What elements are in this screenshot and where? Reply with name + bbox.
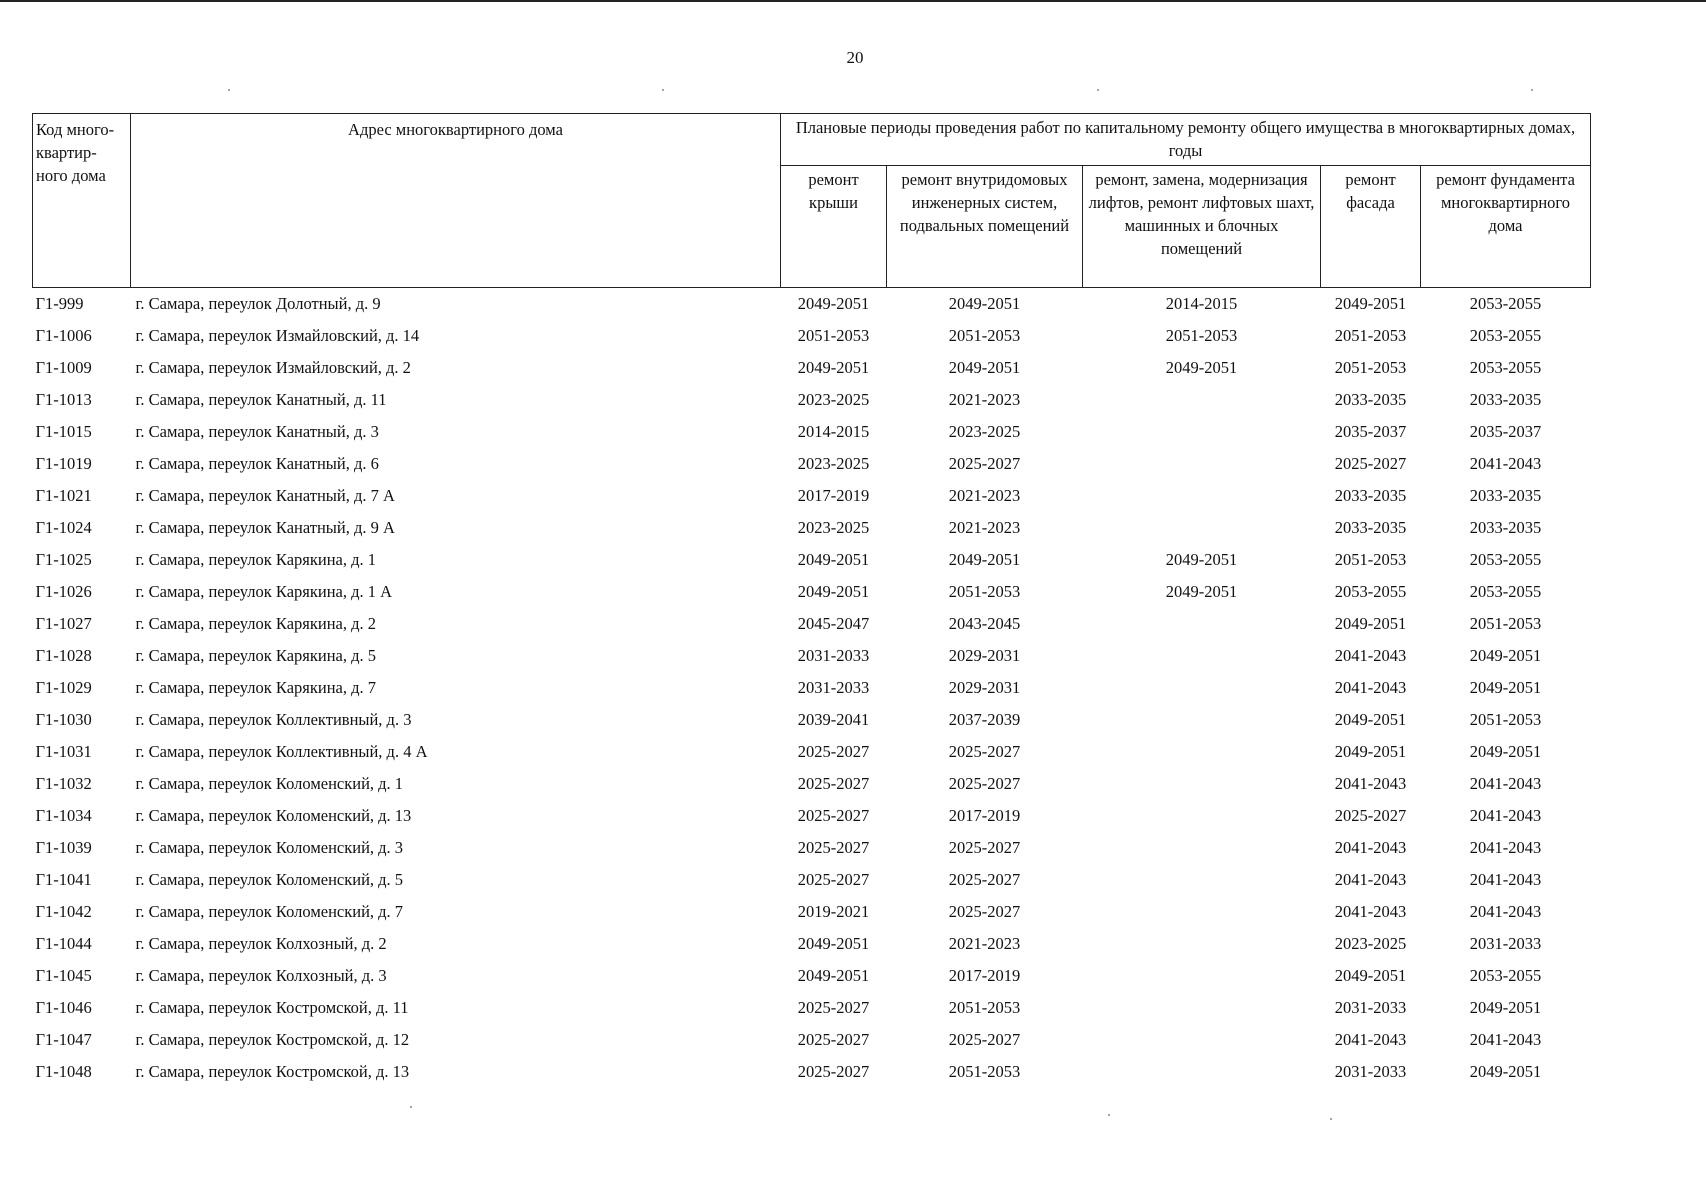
capital-repair-table <box>32 113 1591 1088</box>
building-address: г. Самара, переулок Канатный, д. 7 А <box>135 486 395 505</box>
elevators-period <box>1083 768 1321 800</box>
table-row <box>33 416 1591 448</box>
roof-period: 2017-2019 <box>797 486 870 505</box>
elevators-period <box>1083 1056 1321 1088</box>
roof-period: 2025-2027 <box>797 1062 870 1081</box>
building-code: Г1-1019 <box>35 454 92 473</box>
elevators-period: 2049-2051 <box>1165 358 1238 377</box>
foundation-period: 2041-2043 <box>1469 454 1542 473</box>
elevators-period <box>1083 512 1321 544</box>
facade-period: 2041-2043 <box>1334 646 1407 665</box>
building-code: Г1-1024 <box>35 518 92 537</box>
building-address: г. Самара, переулок Карякина, д. 2 <box>135 614 377 633</box>
elevators-period: 2049-2051 <box>1165 550 1238 569</box>
systems-period: 2037-2039 <box>948 710 1021 729</box>
roof-period: 2025-2027 <box>797 742 870 761</box>
scan-speck <box>1097 89 1099 91</box>
building-address: г. Самара, переулок Коллективный, д. 4 А <box>135 742 428 761</box>
systems-period: 2051-2053 <box>948 326 1021 345</box>
building-address: г. Самара, переулок Измайловский, д. 14 <box>135 326 420 345</box>
table-body <box>33 288 1591 1089</box>
table-row <box>33 288 1591 321</box>
building-code: Г1-1009 <box>35 358 92 377</box>
roof-period: 2049-2051 <box>797 550 870 569</box>
table-row <box>33 928 1591 960</box>
foundation-period: 2049-2051 <box>1469 1062 1542 1081</box>
foundation-period: 2041-2043 <box>1469 870 1542 889</box>
facade-period: 2049-2051 <box>1334 294 1407 313</box>
building-address: г. Самара, переулок Коломенский, д. 3 <box>135 838 404 857</box>
building-code: Г1-1021 <box>35 486 92 505</box>
elevators-period <box>1083 448 1321 480</box>
foundation-period: 2053-2055 <box>1469 294 1542 313</box>
building-address: г. Самара, переулок Коломенский, д. 1 <box>135 774 404 793</box>
foundation-period: 2033-2035 <box>1469 486 1542 505</box>
foundation-period: 2033-2035 <box>1469 390 1542 409</box>
foundation-period: 2041-2043 <box>1469 1030 1542 1049</box>
building-address: г. Самара, переулок Колхозный, д. 3 <box>135 966 387 985</box>
facade-period: 2041-2043 <box>1334 1030 1407 1049</box>
building-code: Г1-1042 <box>35 902 92 921</box>
building-code: Г1-999 <box>35 294 84 313</box>
foundation-period: 2033-2035 <box>1469 518 1542 537</box>
table-row <box>33 640 1591 672</box>
foundation-period: 2049-2051 <box>1469 678 1542 697</box>
systems-period: 2025-2027 <box>948 454 1021 473</box>
roof-period: 2019-2021 <box>797 902 870 921</box>
scan-speck <box>410 1106 412 1108</box>
foundation-period: 2053-2055 <box>1469 550 1542 569</box>
roof-period: 2025-2027 <box>797 806 870 825</box>
roof-period: 2025-2027 <box>797 838 870 857</box>
top-border-line <box>0 0 1706 2</box>
systems-period: 2021-2023 <box>948 486 1021 505</box>
foundation-period: 2053-2055 <box>1469 966 1542 985</box>
elevators-period <box>1083 736 1321 768</box>
systems-period: 2049-2051 <box>948 358 1021 377</box>
foundation-period: 2041-2043 <box>1469 774 1542 793</box>
facade-period: 2025-2027 <box>1334 454 1407 473</box>
systems-period: 2051-2053 <box>948 1062 1021 1081</box>
building-address: г. Самара, переулок Карякина, д. 7 <box>135 678 377 697</box>
facade-period: 2049-2051 <box>1334 742 1407 761</box>
building-code: Г1-1031 <box>35 742 92 761</box>
roof-period: 2049-2051 <box>797 358 870 377</box>
building-code: Г1-1030 <box>35 710 92 729</box>
foundation-period: 2049-2051 <box>1469 646 1542 665</box>
building-address: г. Самара, переулок Карякина, д. 5 <box>135 646 377 665</box>
facade-period: 2033-2035 <box>1334 390 1407 409</box>
systems-period: 2017-2019 <box>948 966 1021 985</box>
facade-period: 2033-2035 <box>1334 486 1407 505</box>
building-code: Г1-1034 <box>35 806 92 825</box>
systems-period: 2029-2031 <box>948 646 1021 665</box>
roof-period: 2045-2047 <box>797 614 870 633</box>
systems-period: 2029-2031 <box>948 678 1021 697</box>
building-address: г. Самара, переулок Костромской, д. 12 <box>135 1030 410 1049</box>
scan-speck <box>662 89 664 91</box>
roof-period: 2049-2051 <box>797 294 870 313</box>
roof-period: 2049-2051 <box>797 582 870 601</box>
elevators-period <box>1083 704 1321 736</box>
roof-period: 2025-2027 <box>797 998 870 1017</box>
elevators-period <box>1083 384 1321 416</box>
building-address: г. Самара, переулок Канатный, д. 3 <box>135 422 379 441</box>
systems-period: 2021-2023 <box>948 518 1021 537</box>
facade-period: 2049-2051 <box>1334 966 1407 985</box>
header-elevators: ремонт, замена, модернизация лифтов, ремонт лифтовых шахт, машинных и блочных помещений <box>1083 166 1321 288</box>
scan-speck <box>228 89 230 91</box>
roof-period: 2025-2027 <box>797 870 870 889</box>
elevators-period <box>1083 416 1321 448</box>
elevators-period <box>1083 608 1321 640</box>
facade-period: 2033-2035 <box>1334 518 1407 537</box>
systems-period: 2025-2027 <box>948 902 1021 921</box>
roof-period: 2023-2025 <box>797 390 870 409</box>
roof-period: 2049-2051 <box>797 934 870 953</box>
header-address: Адрес многоквартирного дома <box>131 114 781 288</box>
systems-period: 2043-2045 <box>948 614 1021 633</box>
roof-period: 2051-2053 <box>797 326 870 345</box>
building-address: г. Самара, переулок Костромской, д. 13 <box>135 1062 410 1081</box>
header-building-code: Код много- квартир- ного дома <box>33 114 131 288</box>
roof-period: 2049-2051 <box>797 966 870 985</box>
elevators-period: 2014-2015 <box>1165 294 1238 313</box>
foundation-period: 2031-2033 <box>1469 934 1542 953</box>
foundation-period: 2049-2051 <box>1469 998 1542 1017</box>
header-facade-repair: ремонт фасада <box>1321 166 1421 288</box>
header-roof-repair: ремонт крыши <box>781 166 887 288</box>
building-code: Г1-1041 <box>35 870 92 889</box>
elevators-period <box>1083 672 1321 704</box>
table-row <box>33 384 1591 416</box>
facade-period: 2041-2043 <box>1334 902 1407 921</box>
foundation-period: 2041-2043 <box>1469 902 1542 921</box>
foundation-period: 2041-2043 <box>1469 838 1542 857</box>
facade-period: 2051-2053 <box>1334 358 1407 377</box>
building-address: г. Самара, переулок Долотный, д. 9 <box>135 294 381 313</box>
elevators-period <box>1083 640 1321 672</box>
elevators-period <box>1083 800 1321 832</box>
roof-period: 2025-2027 <box>797 1030 870 1049</box>
elevators-period <box>1083 896 1321 928</box>
elevators-period <box>1083 960 1321 992</box>
facade-period: 2041-2043 <box>1334 870 1407 889</box>
building-code: Г1-1039 <box>35 838 92 857</box>
systems-period: 2017-2019 <box>948 806 1021 825</box>
systems-period: 2025-2027 <box>948 838 1021 857</box>
elevators-period <box>1083 864 1321 896</box>
elevators-period <box>1083 992 1321 1024</box>
building-address: г. Самара, переулок Коломенский, д. 7 <box>135 902 404 921</box>
systems-period: 2049-2051 <box>948 294 1021 313</box>
table-row <box>33 736 1591 768</box>
building-code: Г1-1048 <box>35 1062 92 1081</box>
table-row <box>33 992 1591 1024</box>
facade-period: 2025-2027 <box>1334 806 1407 825</box>
building-address: г. Самара, переулок Коломенский, д. 5 <box>135 870 404 889</box>
facade-period: 2049-2051 <box>1334 614 1407 633</box>
systems-period: 2025-2027 <box>948 742 1021 761</box>
building-code: Г1-1029 <box>35 678 92 697</box>
roof-period: 2023-2025 <box>797 454 870 473</box>
table-row <box>33 704 1591 736</box>
table-header <box>33 114 1591 288</box>
systems-period: 2049-2051 <box>948 550 1021 569</box>
scan-speck <box>1531 89 1533 91</box>
foundation-period: 2053-2055 <box>1469 582 1542 601</box>
roof-period: 2014-2015 <box>797 422 870 441</box>
foundation-period: 2051-2053 <box>1469 710 1542 729</box>
header-planned-periods: Плановые периоды проведения работ по капитальному ремонту общего имущества в многоквартирных домах, годы <box>781 114 1591 166</box>
foundation-period: 2051-2053 <box>1469 614 1542 633</box>
building-address: г. Самара, переулок Измайловский, д. 2 <box>135 358 411 377</box>
table-row <box>33 608 1591 640</box>
table-row <box>33 672 1591 704</box>
table-row <box>33 512 1591 544</box>
systems-period: 2025-2027 <box>948 870 1021 889</box>
table-row <box>33 576 1591 608</box>
table-row <box>33 448 1591 480</box>
building-address: г. Самара, переулок Карякина, д. 1 А <box>135 582 393 601</box>
systems-period: 2025-2027 <box>948 1030 1021 1049</box>
roof-period: 2039-2041 <box>797 710 870 729</box>
table-row <box>33 544 1591 576</box>
foundation-period: 2049-2051 <box>1469 742 1542 761</box>
building-address: г. Самара, переулок Костромской, д. 11 <box>135 998 409 1017</box>
building-code: Г1-1046 <box>35 998 92 1017</box>
building-address: г. Самара, переулок Карякина, д. 1 <box>135 550 377 569</box>
foundation-period: 2035-2037 <box>1469 422 1542 441</box>
table-row <box>33 800 1591 832</box>
building-code: Г1-1013 <box>35 390 92 409</box>
foundation-period: 2041-2043 <box>1469 806 1542 825</box>
roof-period: 2025-2027 <box>797 774 870 793</box>
table-row <box>33 960 1591 992</box>
building-code: Г1-1027 <box>35 614 92 633</box>
systems-period: 2025-2027 <box>948 774 1021 793</box>
facade-period: 2049-2051 <box>1334 710 1407 729</box>
systems-period: 2021-2023 <box>948 390 1021 409</box>
building-code: Г1-1028 <box>35 646 92 665</box>
systems-period: 2021-2023 <box>948 934 1021 953</box>
building-code: Г1-1006 <box>35 326 92 345</box>
roof-period: 2031-2033 <box>797 678 870 697</box>
elevators-period: 2051-2053 <box>1165 326 1238 345</box>
table-row <box>33 896 1591 928</box>
table-row <box>33 480 1591 512</box>
facade-period: 2041-2043 <box>1334 774 1407 793</box>
table-row <box>33 864 1591 896</box>
elevators-period <box>1083 928 1321 960</box>
header-engineering-systems: ремонт внутридомовых инженерных систем, подвальных помещений <box>887 166 1083 288</box>
elevators-period <box>1083 1024 1321 1056</box>
building-address: г. Самара, переулок Колхозный, д. 2 <box>135 934 387 953</box>
header-foundation-repair: ремонт фундамента многоквартирного дома <box>1421 166 1591 288</box>
scan-speck <box>1108 1114 1110 1116</box>
systems-period: 2051-2053 <box>948 582 1021 601</box>
facade-period: 2031-2033 <box>1334 998 1407 1017</box>
facade-period: 2051-2053 <box>1334 550 1407 569</box>
page-number: 20 <box>846 48 864 67</box>
building-code: Г1-1044 <box>35 934 92 953</box>
elevators-period <box>1083 832 1321 864</box>
facade-period: 2041-2043 <box>1334 838 1407 857</box>
building-address: г. Самара, переулок Коломенский, д. 13 <box>135 806 412 825</box>
table-row <box>33 768 1591 800</box>
building-address: г. Самара, переулок Канатный, д. 9 А <box>135 518 395 537</box>
building-address: г. Самара, переулок Канатный, д. 6 <box>135 454 379 473</box>
building-code: Г1-1026 <box>35 582 92 601</box>
systems-period: 2023-2025 <box>948 422 1021 441</box>
building-code: Г1-1025 <box>35 550 92 569</box>
facade-period: 2031-2033 <box>1334 1062 1407 1081</box>
facade-period: 2035-2037 <box>1334 422 1407 441</box>
building-code: Г1-1032 <box>35 774 92 793</box>
facade-period: 2023-2025 <box>1334 934 1407 953</box>
facade-period: 2051-2053 <box>1334 326 1407 345</box>
roof-period: 2031-2033 <box>797 646 870 665</box>
table-row <box>33 320 1591 352</box>
foundation-period: 2053-2055 <box>1469 326 1542 345</box>
elevators-period: 2049-2051 <box>1165 582 1238 601</box>
building-address: г. Самара, переулок Канатный, д. 11 <box>135 390 387 409</box>
building-code: Г1-1045 <box>35 966 92 985</box>
building-address: г. Самара, переулок Коллективный, д. 3 <box>135 710 412 729</box>
systems-period: 2051-2053 <box>948 998 1021 1017</box>
foundation-period: 2053-2055 <box>1469 358 1542 377</box>
scan-speck <box>1330 1118 1332 1120</box>
table-row <box>33 1024 1591 1056</box>
table-row <box>33 1056 1591 1088</box>
table-row <box>33 352 1591 384</box>
building-code: Г1-1015 <box>35 422 92 441</box>
facade-period: 2053-2055 <box>1334 582 1407 601</box>
table-row <box>33 832 1591 864</box>
facade-period: 2041-2043 <box>1334 678 1407 697</box>
roof-period: 2023-2025 <box>797 518 870 537</box>
elevators-period <box>1083 480 1321 512</box>
building-code: Г1-1047 <box>35 1030 92 1049</box>
